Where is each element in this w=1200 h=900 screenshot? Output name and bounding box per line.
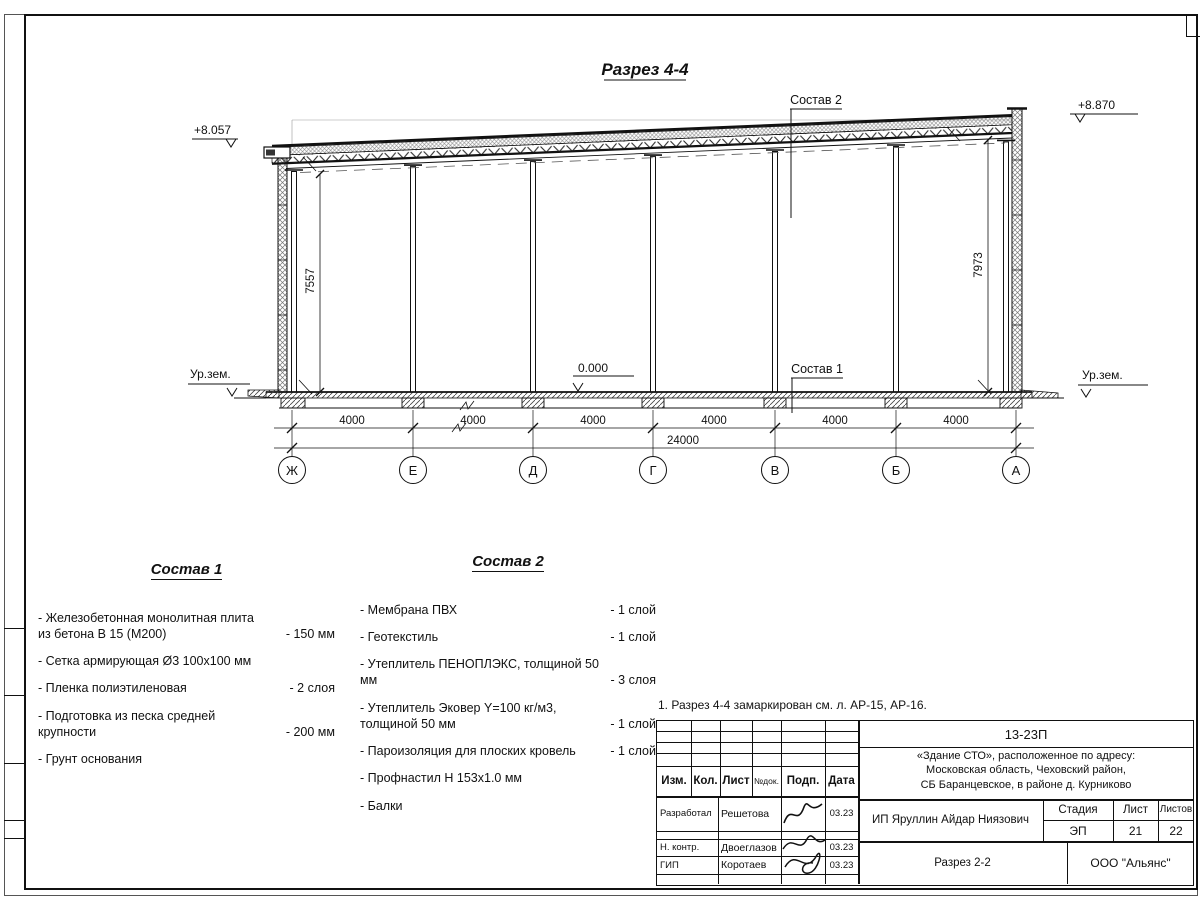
stage-value: ЭП — [1069, 823, 1087, 838]
leader-floor-composition — [791, 362, 843, 413]
dim-segment: 4000 — [460, 415, 486, 427]
axis-label: А — [1011, 463, 1021, 478]
row-role: Разработал — [660, 808, 712, 819]
leader-roof-label: Состав 2 — [790, 93, 842, 107]
leader-floor-label: Состав 1 — [791, 362, 843, 376]
col-izm: Изм. — [661, 775, 687, 787]
client-name: ИП Яруллин Айдар Ниязович — [872, 814, 1029, 826]
dim-segment: 4000 — [339, 415, 365, 427]
item-name: - Подготовка из песка средней крупности — [38, 708, 216, 739]
item-name: - Железобетонная монолитная плита из бетона В 15 (М200) — [38, 610, 254, 641]
list-item — [360, 602, 656, 618]
item-value: - 1 слой — [610, 629, 656, 644]
list-item — [360, 656, 656, 689]
item-name: - Пароизоляция для плоских кровель — [360, 744, 576, 758]
height-dim-left: 7557 — [305, 268, 317, 294]
elevation-right: +8.870 — [1078, 98, 1116, 112]
sheet-label: Лист — [1123, 803, 1148, 816]
titleblock-grid-line — [657, 731, 859, 732]
item-value: - 1 слой — [610, 716, 656, 731]
list-item — [38, 610, 335, 643]
row-date: 03.23 — [829, 859, 854, 871]
axis-label: Г — [649, 463, 657, 478]
composition-1 — [38, 560, 335, 778]
drawing-title — [601, 60, 689, 80]
col-ndoc: №док. — [754, 776, 779, 786]
roof-assembly — [264, 115, 1012, 172]
row-date: 03.23 — [829, 808, 854, 819]
row-date: 03.23 — [829, 842, 854, 853]
project-line: Московская область, Чеховский район, — [926, 764, 1126, 776]
list-item — [360, 770, 656, 786]
axis-bubbles — [279, 457, 1030, 484]
wall-right — [1007, 109, 1027, 393]
item-name: - Мембрана ПВХ — [360, 602, 458, 617]
axis-label: В — [770, 463, 780, 478]
drawing-title-text: Разрез 4-4 — [601, 60, 689, 79]
col-kol: Кол. — [693, 775, 718, 787]
item-name: - Пленка полиэтиленовая — [38, 681, 187, 696]
row-role: Н. контр. — [660, 842, 700, 853]
item-value: - 1 слой — [610, 744, 656, 758]
project-line: «Здание СТО», расположенное по адресу: — [916, 750, 1136, 762]
sheet-number: 21 — [1128, 823, 1143, 838]
titleblock-grid-line — [657, 874, 859, 875]
title-block — [656, 720, 1194, 886]
dimension-labels — [339, 415, 969, 447]
list-item — [38, 653, 335, 669]
dim-segment: 4000 — [822, 415, 848, 427]
list-item — [360, 743, 656, 759]
sheets-label: Листов — [1159, 804, 1193, 815]
ground-level-right: Ур.зем. — [1082, 368, 1123, 382]
organization-name: ООО "Альянс" — [1090, 855, 1171, 870]
list-item — [38, 751, 335, 767]
item-value: - 3 слоя — [610, 673, 656, 688]
doc-number: 13-23П — [1004, 726, 1048, 742]
height-dim-right: 7973 — [973, 252, 985, 278]
list-item — [38, 708, 335, 741]
list-item — [360, 798, 656, 814]
col-list: Лист — [722, 775, 750, 787]
dim-segment: 4000 — [701, 415, 727, 427]
dimension-lines — [274, 410, 1034, 457]
titleblock-grid-line — [657, 831, 859, 832]
project-line: СБ Баранцевское, в районе д. Курниково — [920, 779, 1132, 791]
item-name: - Грунт основания — [38, 752, 143, 766]
leader-roof-composition — [790, 93, 842, 218]
composition-2 — [360, 552, 656, 825]
axis-label: Е — [408, 463, 418, 478]
item-name: - Геотекстиль — [360, 629, 439, 644]
row-role: ГИП — [660, 859, 679, 871]
item-value: - 200 мм — [285, 724, 335, 739]
titleblock-grid-line — [657, 753, 859, 754]
sheets-total: 22 — [1169, 823, 1183, 838]
item-name: - Утеплитель Эковер Y=100 кг/м3, толщиной 50 мм — [360, 700, 557, 731]
item-name: - Балки — [360, 798, 403, 813]
axis-label: Б — [891, 463, 901, 478]
list-item — [360, 629, 656, 645]
drawing-note: 1. Разрез 4-4 замаркирован см. л. АР-15, АР-16. — [658, 698, 927, 712]
composition-1-title: Состав 1 — [150, 561, 223, 578]
vertical-dimension-right — [973, 136, 992, 396]
row-name: Коротаев — [721, 859, 767, 871]
col-podp: Подп. — [786, 775, 820, 787]
wall-left — [278, 152, 287, 392]
columns — [285, 140, 1015, 392]
elevation-left: +8.057 — [194, 123, 232, 137]
vertical-dimension-left — [305, 170, 324, 396]
item-name: - Сетка армирующая Ø3 100х100 мм — [38, 654, 252, 668]
signature-developer — [781, 797, 825, 830]
item-value: - 1 слой — [610, 602, 656, 617]
dim-segment: 4000 — [943, 415, 969, 427]
dim-segment: 4000 — [580, 415, 606, 427]
stage-label: Стадия — [1058, 803, 1098, 816]
sheet-content-title: Разрез 2-2 — [934, 856, 991, 869]
list-item — [38, 680, 335, 696]
composition-2-title: Состав 2 — [472, 553, 544, 570]
item-name: - Утеплитель ПЕНОПЛЭКС, толщиной 50 мм — [360, 657, 599, 688]
elevation-floor: 0.000 — [578, 361, 609, 375]
col-data: Дата — [828, 775, 855, 787]
axis-label: Д — [528, 463, 538, 478]
row-name: Решетова — [721, 807, 770, 820]
item-value: - 150 мм — [285, 626, 335, 641]
row-name: Двоеглазов — [721, 841, 777, 854]
item-name: - Профнастил Н 153х1.0 мм — [360, 771, 523, 786]
item-value: - 2 слоя — [289, 681, 335, 696]
titleblock-grid-line — [657, 742, 859, 743]
ground-level-left: Ур.зем. — [190, 367, 231, 381]
list-item — [360, 700, 656, 733]
axis-label: Ж — [285, 463, 299, 478]
signature-approvers — [779, 833, 827, 883]
footings — [281, 398, 1022, 408]
dim-total: 24000 — [667, 435, 699, 447]
